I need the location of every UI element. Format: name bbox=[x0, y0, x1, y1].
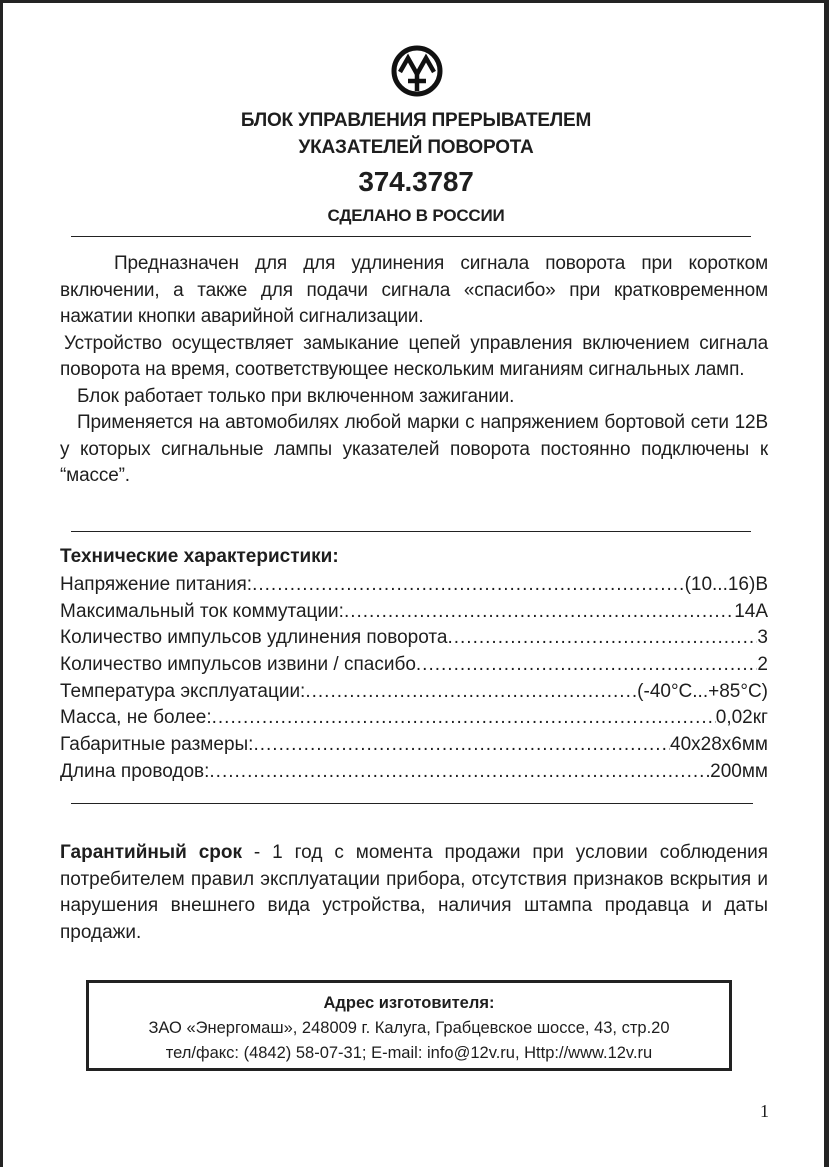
description-section bbox=[60, 251, 768, 490]
spec-label: Количество импульсов извини / спасибо bbox=[60, 654, 416, 676]
divider bbox=[71, 803, 753, 804]
description-paragraph: Применяется на автомобилях любой марки с напряжением бортовой сети 12В у которых сигнальные лампы указателей поворота постоянно подключены к “массе”. bbox=[60, 412, 768, 486]
spec-row bbox=[60, 625, 768, 652]
leader-dots bbox=[344, 599, 734, 626]
title-line-2: УКАЗАТЕЛЕЙ ПОВОРОТА bbox=[298, 137, 534, 158]
leader-dots bbox=[447, 625, 757, 652]
spec-value: (10...16)В bbox=[684, 574, 768, 595]
divider bbox=[71, 531, 751, 532]
leader-dots bbox=[252, 572, 684, 599]
spec-row bbox=[60, 599, 768, 626]
spec-label: Напряжение питания: bbox=[60, 574, 253, 595]
spec-label: Масса, не более: bbox=[60, 707, 212, 729]
manufacturer-address: ЗАО «Энергомаш», 248009 г. Калуга, Грабцевское шоссе, 43, стр.20 bbox=[148, 1019, 670, 1037]
title-line-1: БЛОК УПРАВЛЕНИЯ ПРЕРЫВАТЕЛЕМ bbox=[240, 110, 592, 131]
specs-title: Технические характеристики: bbox=[60, 546, 339, 567]
spec-value: 2 bbox=[757, 654, 768, 676]
spec-value: 0,02кг bbox=[715, 707, 768, 729]
spec-label: Габаритные размеры: bbox=[60, 734, 254, 756]
specs-list bbox=[60, 572, 768, 786]
model-number: 374.3787 bbox=[358, 166, 474, 197]
leader-dots bbox=[305, 679, 637, 706]
manufacturer-address-box bbox=[86, 980, 732, 1071]
manufacturer-logo-icon bbox=[391, 45, 443, 97]
spec-value: (-40°С...+85°С) bbox=[637, 680, 768, 702]
page-number: 1 bbox=[760, 1101, 769, 1121]
spec-value: 3 bbox=[757, 627, 768, 649]
spec-row bbox=[60, 652, 768, 679]
leader-dots bbox=[209, 759, 710, 786]
spec-value: 40х28х6мм bbox=[670, 734, 768, 756]
warranty-label: Гарантийный срок bbox=[60, 842, 242, 863]
spec-row bbox=[60, 732, 768, 759]
warranty-text: - 1 год с момента продажи при условии соблюдения потребителем правил эксплуатации прибора, отсутствия признаков вскрытия и нарушения внешнего вида устройства, наличия штампа продавца и даты продажи. bbox=[60, 842, 768, 943]
description-paragraph: Устройство осуществляет замыкание цепей управления включением сигнала поворота на время, соответствующее нескольким миганиям сигнальных ламп. bbox=[60, 332, 768, 380]
spec-value: 200мм bbox=[710, 760, 768, 782]
spec-row bbox=[60, 705, 768, 732]
description-paragraph: Предназначен для для удлинения сигнала поворота при коротком включении, а также для подачи сигнала «спасибо» при кратковременном нажатии кнопки аварийной сигнализации. bbox=[60, 253, 768, 327]
divider bbox=[71, 236, 751, 237]
spec-row bbox=[60, 572, 768, 599]
spec-label: Длина проводов: bbox=[60, 760, 210, 782]
manufacturer-title: Адрес изготовителя: bbox=[323, 994, 495, 1012]
leader-dots bbox=[253, 732, 670, 759]
spec-row bbox=[60, 679, 768, 706]
manufacturer-contacts: тел/факс: (4842) 58-07-31; E-mail: info@12v.ru, Http://www.12v.ru bbox=[165, 1044, 653, 1062]
spec-value: 14А bbox=[734, 600, 768, 622]
leader-dots bbox=[212, 705, 716, 732]
spec-row bbox=[60, 759, 768, 786]
warranty-section bbox=[60, 840, 768, 946]
made-in-label: СДЕЛАНО В РОССИИ bbox=[327, 206, 505, 225]
spec-label: Максимальный ток коммутации: bbox=[60, 600, 344, 622]
leader-dots bbox=[416, 652, 758, 679]
spec-label: Температура эксплуатации: bbox=[60, 680, 306, 702]
spec-label: Количество импульсов удлинения поворота bbox=[60, 627, 448, 649]
description-paragraph: Блок работает только при включенном зажигании. bbox=[77, 385, 515, 407]
